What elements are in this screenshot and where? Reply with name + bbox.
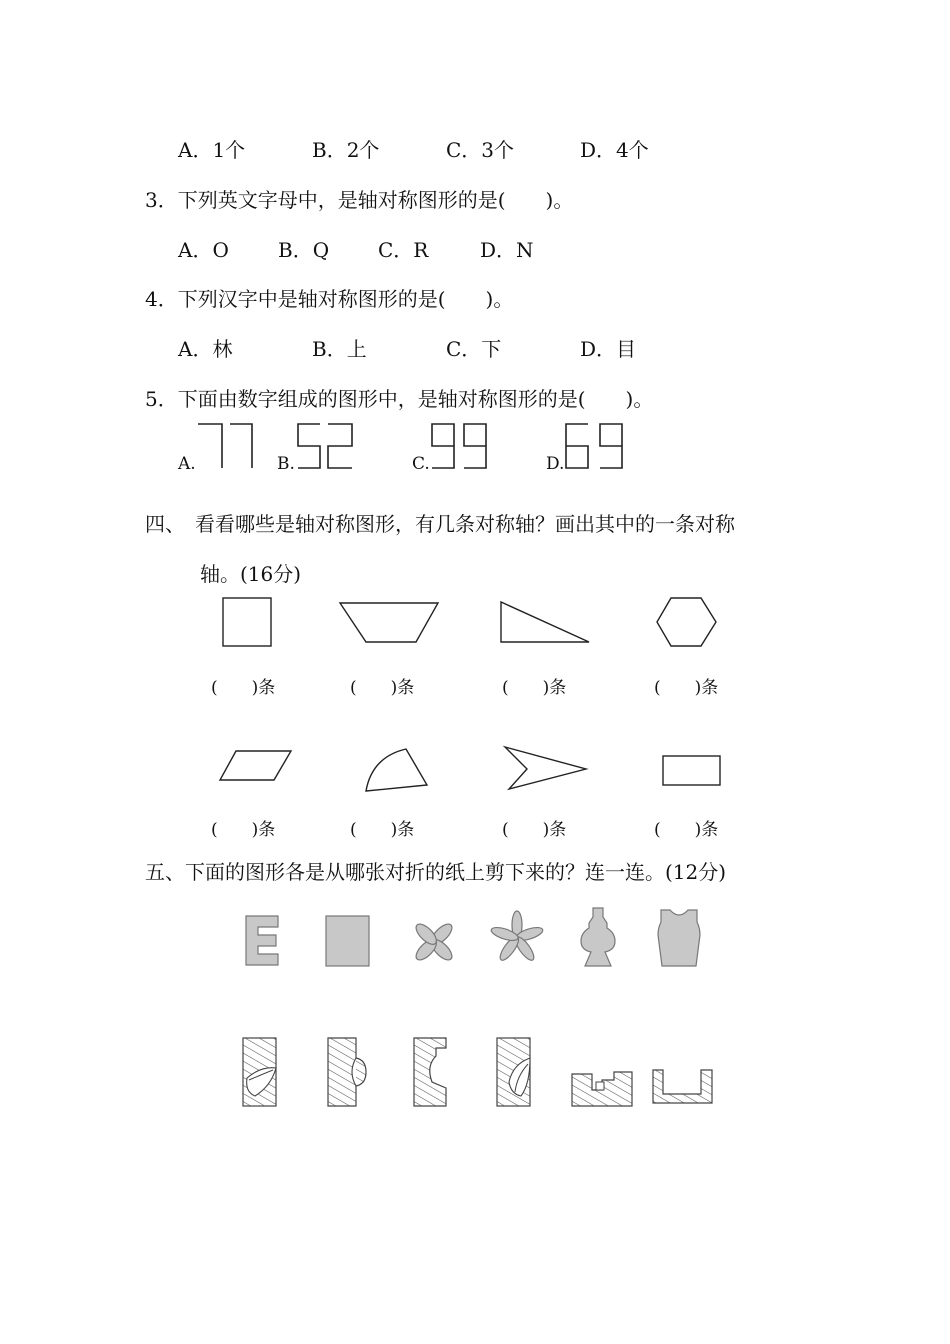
parallelogram-icon	[218, 749, 294, 783]
q3-option-c[interactable]: C．R	[378, 238, 429, 262]
q4-stem: 4．下列汉字中是轴对称图形的是( )。	[145, 287, 514, 311]
four-petal-flower-icon[interactable]	[408, 916, 460, 968]
q4-option-d[interactable]: D．目	[580, 337, 637, 361]
q3-option-b[interactable]: B．Q	[278, 238, 330, 262]
arrowhead-icon	[503, 745, 589, 791]
folded-paper-leaf-icon[interactable]	[241, 1036, 279, 1108]
vase-icon[interactable]	[578, 906, 618, 968]
answer-blank-4[interactable]: ( )条	[654, 678, 719, 698]
q2-option-d[interactable]: D．4个	[580, 138, 649, 162]
answer-blank-6[interactable]: ( )条	[350, 820, 415, 840]
q3-option-d[interactable]: D．N	[480, 238, 534, 262]
q5-option-c-label[interactable]: C.	[412, 454, 430, 474]
section4-heading: 四、 看看哪些是轴对称图形，有几条对称轴？画出其中的一条对称	[145, 512, 735, 536]
q4-option-c[interactable]: C．下	[446, 337, 502, 361]
digit-figure-77-icon[interactable]	[196, 420, 258, 472]
five-petal-flower-icon[interactable]	[486, 906, 548, 968]
digit-figure-69-icon[interactable]	[564, 420, 626, 472]
square-icon	[222, 597, 272, 647]
section4-heading-cont: 轴。(16分)	[200, 562, 302, 586]
q2-option-a[interactable]: A．1个	[178, 138, 246, 162]
q2-option-c[interactable]: C．3个	[446, 138, 515, 162]
q4-option-b[interactable]: B．上	[312, 337, 367, 361]
q3-option-a[interactable]: A．O	[178, 238, 229, 262]
answer-blank-1[interactable]: ( )条	[211, 678, 276, 698]
answer-blank-7[interactable]: ( )条	[502, 820, 567, 840]
vest-icon[interactable]	[656, 908, 702, 968]
answer-blank-3[interactable]: ( )条	[502, 678, 567, 698]
digit-figure-52-icon[interactable]	[296, 420, 358, 472]
rectangle-icon	[662, 755, 722, 787]
folded-paper-u-icon[interactable]	[651, 1068, 715, 1106]
q2-option-b[interactable]: B．2个	[312, 138, 380, 162]
digit-figure-99-icon[interactable]	[430, 420, 492, 472]
q5-option-a-label[interactable]: A.	[178, 454, 196, 474]
folded-paper-half-leaf-icon[interactable]	[495, 1036, 533, 1108]
right-triangle-icon	[499, 600, 593, 645]
answer-blank-2[interactable]: ( )条	[350, 678, 415, 698]
folded-paper-curve-icon[interactable]	[412, 1036, 452, 1108]
q4-option-a[interactable]: A．林	[178, 337, 233, 361]
answer-blank-8[interactable]: ( )条	[654, 820, 719, 840]
folded-paper-notch-icon[interactable]	[326, 1036, 366, 1108]
letter-e-icon[interactable]	[244, 914, 280, 968]
q5-option-d-label[interactable]: D.	[546, 454, 565, 474]
q3-stem: 3．下列英文字母中，是轴对称图形的是( )。	[145, 188, 574, 212]
answer-blank-5[interactable]: ( )条	[211, 820, 276, 840]
q5-stem: 5．下面由数字组成的图形中，是轴对称图形的是( )。	[145, 387, 654, 411]
square-icon[interactable]	[325, 914, 371, 968]
sector-icon	[362, 745, 430, 795]
folded-paper-step-icon[interactable]	[570, 1068, 634, 1108]
section5-heading: 五、下面的图形各是从哪张对折的纸上剪下来的？连一连。(12分)	[145, 860, 727, 884]
hexagon-icon	[655, 596, 719, 650]
q5-option-b-label[interactable]: B.	[277, 454, 295, 474]
trapezoid-icon	[338, 601, 442, 645]
